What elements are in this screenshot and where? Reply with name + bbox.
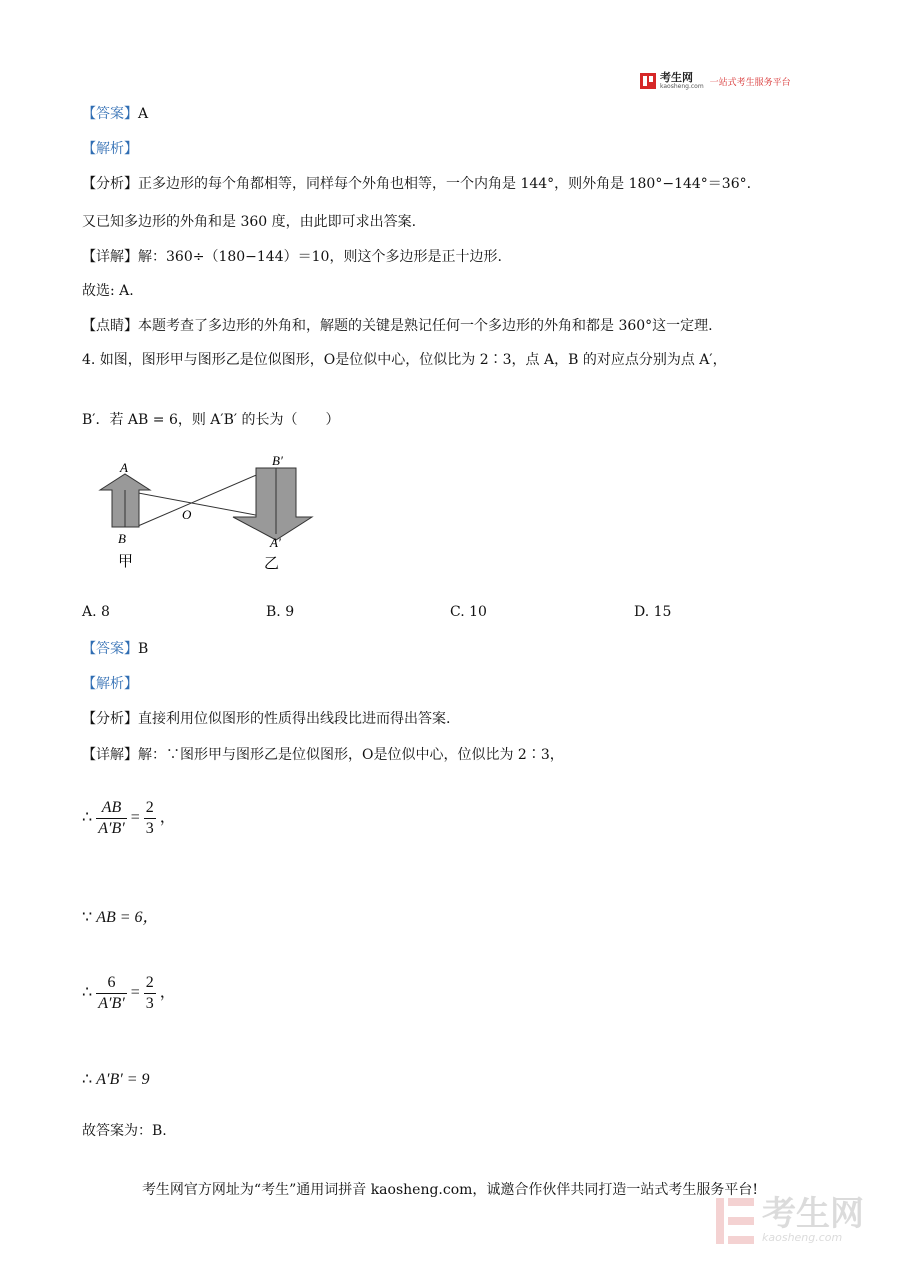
answer-tag: 【答案】 [82,641,138,657]
kaosheng-logo-icon [640,73,656,89]
q4-analysis-tag: 【解析】 [82,676,138,692]
fraction-6-over-aprimebprime [96,973,127,1014]
frac-denominator: A′B′ [98,820,125,837]
equals-sign: = [130,984,140,1002]
frac-numerator: AB [96,798,127,819]
label-B-prime: B′ [272,453,283,468]
watermark-logo [716,1194,864,1244]
detail-tag: 【详解】 [82,249,138,265]
label-A: A [120,460,128,475]
answer-tag: 【答案】 [82,106,138,122]
comment-tag: 【点睛】 [82,318,138,334]
detail-tag: 【详解】 [82,747,138,763]
frac-denominator: A′B′ [98,995,125,1012]
math-step-3 [82,973,176,1014]
q4-answer [82,638,148,658]
fenxi-text: 直接利用位似图形的性质得出线段比进而得出答案. [138,711,451,727]
q3-detail [82,246,502,266]
kaosheng-watermark-icon [716,1198,754,1244]
logo-name: 考生网 [660,71,693,84]
frac-numerator: 2 [144,798,156,819]
fraction-2-3 [144,973,156,1014]
footer-text: 考生网官方网址为“考生”通用词拼音 kaosheng.com，诚邀合作伙伴共同打造一站式考生服务平台! [141,1182,759,1198]
frac-denominator: 3 [145,995,154,1012]
option-c: C. 10 [450,604,487,620]
detail-text: 解：∵图形甲与图形乙是位似图形，O是位似中心，位似比为 2∶3， [138,747,564,763]
logo-url: kaosheng.com [660,83,704,90]
frac-denominator: 3 [145,820,154,837]
logo-slogan: 一站式考生服务平台 [709,77,791,88]
fenxi-tag: 【分析】 [82,176,138,192]
math-step-2 [82,904,159,927]
q3-analysis-tag: 【解析】 [82,141,138,157]
ab-equals-6: AB = 6， [96,909,159,926]
q3-comment [82,315,713,335]
option-b: B. 9 [266,604,295,620]
fenxi-tag: 【分析】 [82,711,138,727]
fraction-ab-over-aprimebprime [96,798,127,839]
therefore-symbol: ∴ [82,1071,93,1088]
detail-text: 解：360÷（180−144）＝10，则这个多边形是正十边形. [138,249,502,265]
frac-numerator: 6 [96,973,127,994]
comment-text: 本题考查了多边形的外角和，解题的关键是熟记任何一个多边形的外角和都是 360°这一定理. [138,318,713,334]
figure-yi [233,468,312,540]
q4-detail [82,744,564,764]
q4-figure [92,448,322,576]
therefore-symbol: ∴ [82,809,93,827]
label-yi: 乙 [264,554,280,572]
math-step-1 [82,798,176,839]
result-aprimebprime-9: A′B′ = 9 [96,1071,150,1088]
option-a: A. 8 [82,604,110,620]
because-symbol: ∵ [82,909,93,926]
q4-stem-line2: B′．若 AB = 6，则 A′B′ 的长为（ ） [82,412,340,428]
label-O: O [182,507,192,522]
q3-fenxi-line2: 又已知多边形的外角和是 360 度，由此即可求出答案. [82,214,417,230]
label-jia: 甲 [118,552,134,570]
header-logo [640,72,791,90]
q3-answer [82,103,148,123]
fraction-2-3 [144,798,156,839]
q4-final-answer: 故答案为：B. [82,1123,167,1139]
therefore-symbol: ∴ [82,984,93,1002]
fenxi-text: 正多边形的每个角都相等，同样每个外角也相等，一个内角是 144°，则外角是 180°−144°＝36°. [138,176,752,192]
label-B: B [118,531,126,546]
frac-numerator: 2 [144,973,156,994]
label-A-prime: A′ [270,535,281,550]
comma: ， [159,809,176,827]
q4-stem-line1: 4. 如图，图形甲与图形乙是位似图形，O是位似中心，位似比为 2∶3，点 A，B 的对应点分别为点 A′， [82,352,727,368]
q3-choose: 故选: A. [82,283,134,299]
answer-value: B [138,641,149,657]
math-step-4 [82,1069,150,1089]
q4-fenxi [82,708,450,728]
comma: ， [159,984,176,1002]
q3-fenxi-line1 [82,173,751,193]
watermark-name: 考生网 [762,1194,864,1234]
answer-value: A [138,106,149,122]
option-d: D. 15 [634,604,672,620]
watermark-url: kaosheng.com [762,1231,843,1244]
equals-sign: = [130,809,140,827]
